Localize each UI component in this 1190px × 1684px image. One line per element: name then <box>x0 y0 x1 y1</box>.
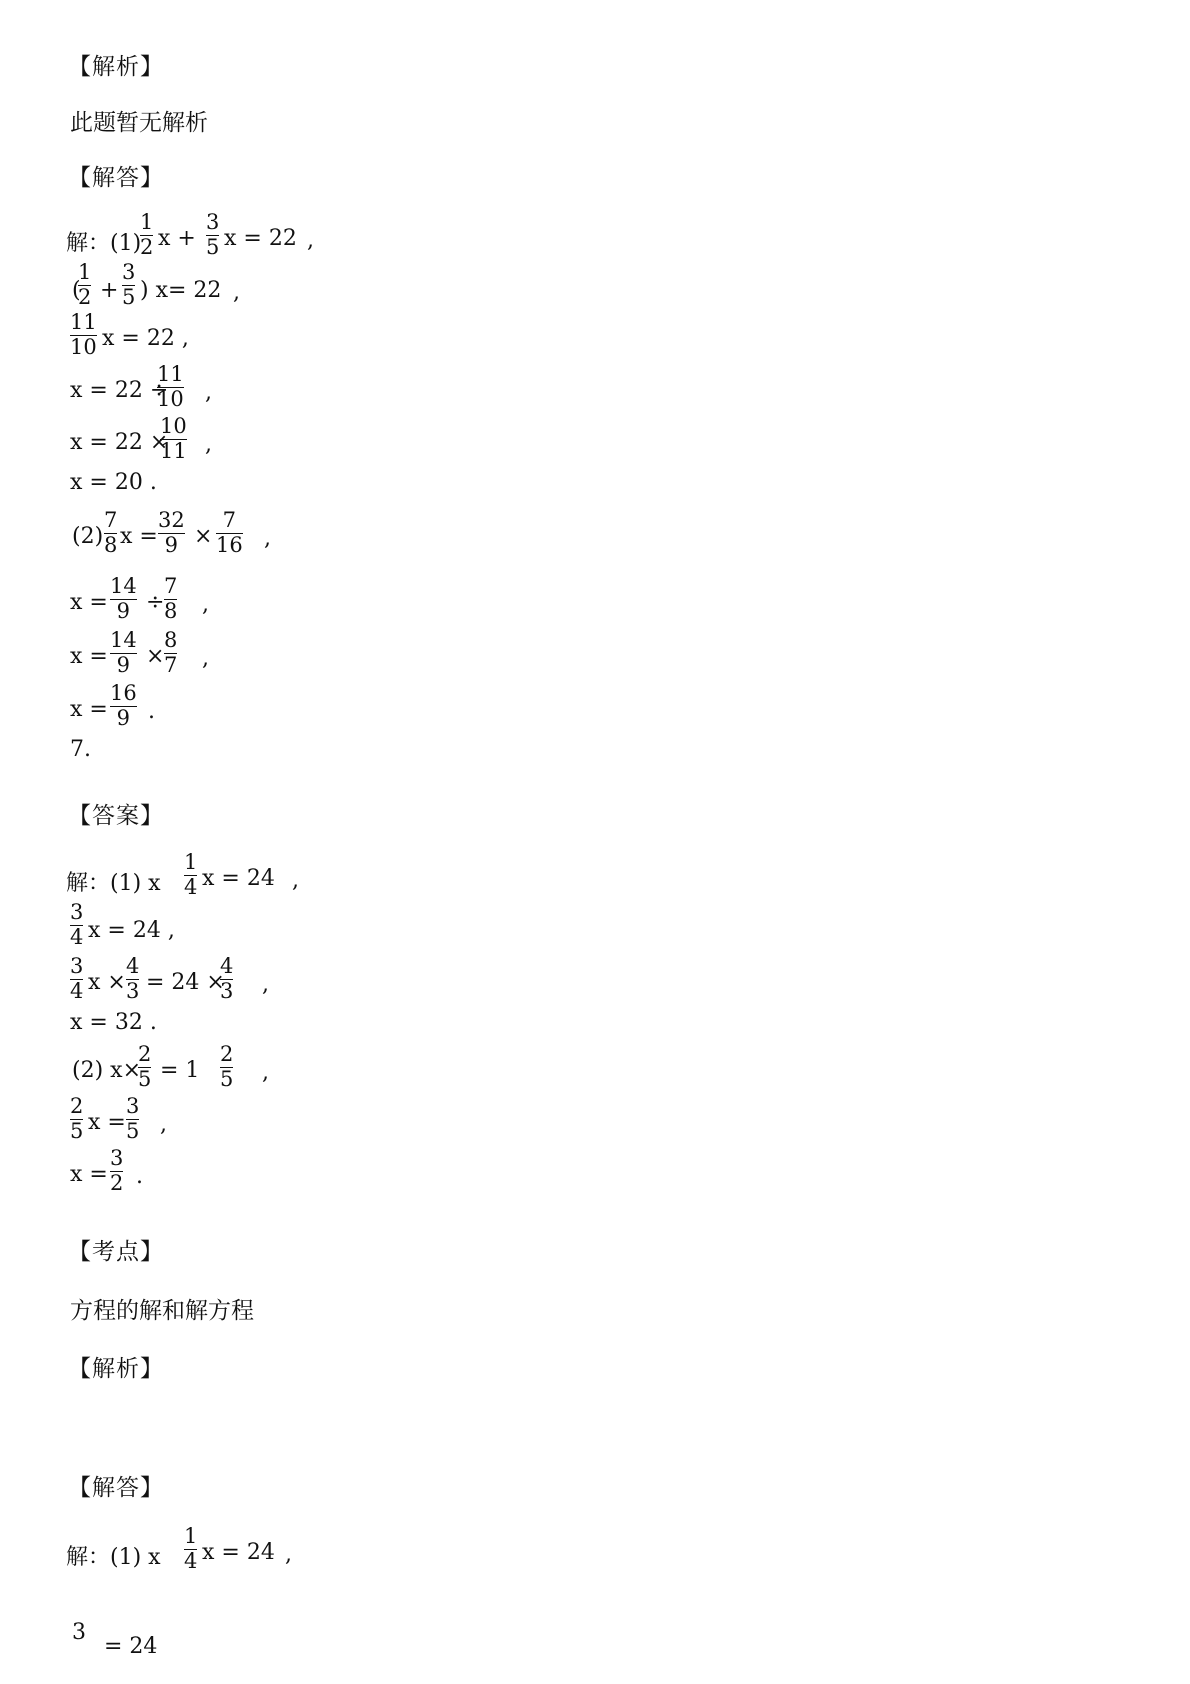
math-text: x = 32 . <box>70 1010 157 1035</box>
math-text: x = <box>120 524 158 549</box>
math-text: 3 <box>72 1620 86 1645</box>
math-text: x = 22 × <box>70 430 169 455</box>
fraction: 3 4 <box>70 954 84 1003</box>
fraction: 10 11 <box>160 414 187 463</box>
math-text: + <box>100 278 119 303</box>
math-text: 解：(1) x <box>66 1545 161 1570</box>
math-text: , <box>205 432 212 457</box>
math-text: x = <box>70 644 108 669</box>
fraction: 3 4 <box>70 900 84 949</box>
math-text: x = 22 ÷ <box>70 378 169 403</box>
math-text: x = 22 , <box>102 326 189 351</box>
answer-process-heading: 【解答】 <box>68 165 164 191</box>
math-text: , <box>205 380 212 405</box>
math-text: x = <box>70 590 108 615</box>
fraction: 3 5 <box>206 210 220 259</box>
fraction: 1 4 <box>184 850 198 899</box>
math-text: x = 20 . <box>70 470 157 495</box>
fraction: 14 9 <box>110 574 137 623</box>
math-text: , <box>233 280 240 305</box>
math-text: 解：(1) x <box>66 871 161 896</box>
keypoint-heading: 【考点】 <box>68 1239 164 1265</box>
fraction: 11 10 <box>157 362 184 411</box>
math-text: , <box>160 1112 167 1137</box>
math-text: (2) <box>72 524 104 549</box>
math-text: , <box>292 868 299 893</box>
answer-process-heading-2: 【解答】 <box>68 1475 164 1501</box>
math-text: (2) x× <box>72 1058 141 1083</box>
math-text: x = <box>70 697 108 722</box>
fraction: 2 5 <box>70 1094 84 1143</box>
fraction: 3 5 <box>126 1094 140 1143</box>
math-text: 解：(1) <box>66 231 142 256</box>
math-text: , <box>307 228 314 253</box>
keypoint-text: 方程的解和解方程 <box>70 1298 254 1324</box>
math-text: ( <box>72 278 81 303</box>
math-text: = 24 <box>104 1634 158 1659</box>
math-text: × <box>146 644 165 669</box>
fraction: 32 9 <box>158 508 185 557</box>
math-text: ) x= 22 <box>140 278 222 303</box>
fraction: 7 16 <box>216 508 243 557</box>
math-text: = 24 × <box>146 970 225 995</box>
math-text: , <box>202 592 209 617</box>
fraction: 3 5 <box>122 260 136 309</box>
math-text: , <box>262 1060 269 1085</box>
fraction: 7 8 <box>164 574 178 623</box>
math-text: x = 24 <box>202 1540 275 1565</box>
math-text: x = <box>88 1110 126 1135</box>
analysis-text: 此题暂无解析 <box>70 110 208 136</box>
math-text: x = 24 , <box>88 918 175 943</box>
math-text: x = 22 <box>224 226 297 251</box>
math-text: , <box>285 1542 292 1567</box>
math-text: = 1 <box>160 1058 200 1083</box>
math-text: , <box>264 526 271 551</box>
math-text: × <box>194 524 213 549</box>
fraction: 14 9 <box>110 628 137 677</box>
fraction: 11 10 <box>70 310 97 359</box>
fraction: 1 2 <box>78 260 92 309</box>
fraction: 7 8 <box>104 508 118 557</box>
fraction: 4 3 <box>220 954 234 1003</box>
math-text: x + <box>158 226 196 251</box>
math-text: x × <box>88 970 126 995</box>
math-text: 7. <box>70 737 91 762</box>
fraction: 2 5 <box>138 1042 152 1091</box>
math-text: x = <box>70 1162 108 1187</box>
math-text: , <box>202 646 209 671</box>
math-text: . <box>136 1164 143 1189</box>
math-text: . <box>148 699 155 724</box>
fraction: 3 2 <box>110 1146 124 1195</box>
fraction: 1 2 <box>140 210 154 259</box>
math-text: ÷ <box>146 590 165 615</box>
math-text: x = 24 <box>202 866 275 891</box>
fraction: 2 5 <box>220 1042 234 1091</box>
analysis-heading: 【解析】 <box>68 54 164 80</box>
answer-heading: 【答案】 <box>68 803 164 829</box>
fraction: 1 4 <box>184 1524 198 1573</box>
math-text: , <box>262 972 269 997</box>
fraction: 16 9 <box>110 681 137 730</box>
fraction: 8 7 <box>164 628 178 677</box>
fraction: 4 3 <box>126 954 140 1003</box>
analysis-heading-2: 【解析】 <box>68 1356 164 1382</box>
